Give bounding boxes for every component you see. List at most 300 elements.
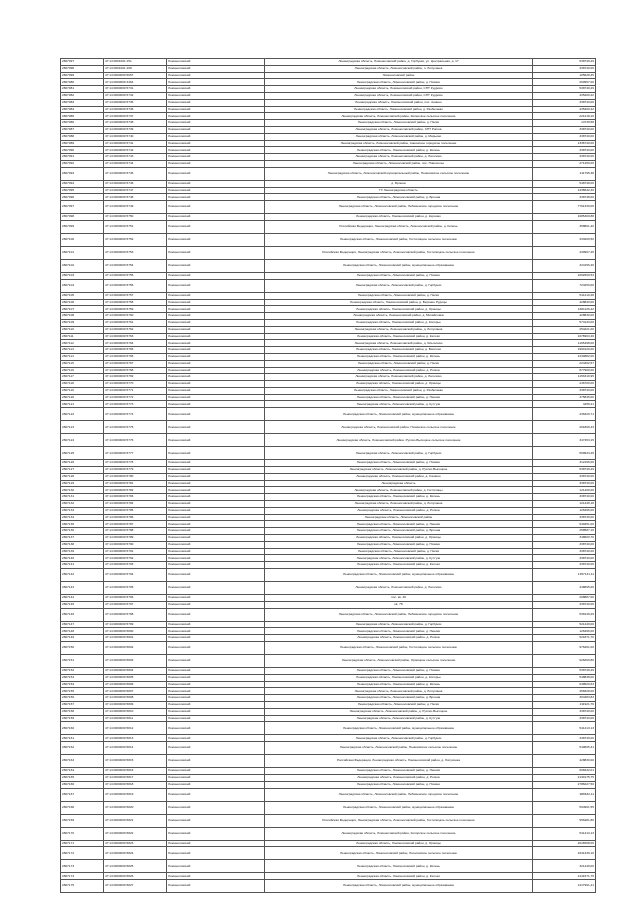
row-number-cell: 2807105 — [61, 292, 104, 299]
row-number-cell: 2807132 — [61, 501, 104, 508]
row-number-cell: 2807153 — [61, 674, 104, 681]
district-cell: Ломоносовский — [167, 655, 265, 668]
district-cell: Ломоносовский — [167, 555, 265, 562]
district-cell: Ломоносовский — [167, 742, 265, 755]
value-cell: 347453,15 — [533, 434, 596, 447]
district-cell: Ломоносовский — [167, 113, 265, 120]
table-row — [61, 873, 596, 880]
table-row — [61, 99, 596, 106]
cadastral-number-cell: 47:14:0000000:5782 — [104, 487, 167, 494]
table-row — [61, 681, 596, 688]
value-cell: 521449,00 — [533, 621, 596, 628]
table-row — [61, 521, 596, 528]
district-cell: Ломоносовский — [167, 487, 265, 494]
value-cell: 324156,40 — [533, 259, 596, 272]
value-cell: 1631339,10 — [533, 847, 596, 860]
value-cell: 338748,00 — [533, 194, 596, 201]
value-cell: 1357131,11 — [533, 569, 596, 582]
table-row — [61, 154, 596, 161]
address-cell: Ленинградская область, Ломоносовский район, д. Верхние Рудицы — [265, 299, 533, 306]
row-number-cell: 2807134 — [61, 514, 104, 521]
cadastral-number-cell: 47:14:0000000:5738 — [104, 120, 167, 127]
table-row — [61, 715, 596, 722]
district-cell: Ломоносовский — [167, 708, 265, 715]
address-cell: Ленинградская область, Ломоносовский район, д. Кипень — [265, 147, 533, 154]
table-row — [61, 548, 596, 555]
value-cell: 509933,25 — [533, 447, 596, 460]
table-row — [61, 847, 596, 860]
address-cell: Ленинградская область, Ломоносовский район, Лебяженское городское поселение — [265, 608, 533, 621]
table-row — [61, 65, 596, 72]
row-number-cell: 2807135 — [61, 521, 104, 528]
cadastral-number-cell: 47:14:0000000:3464 — [104, 79, 167, 86]
value-cell: 698432,01 — [533, 768, 596, 775]
row-number-cell: 2807152 — [61, 668, 104, 675]
address-cell: Ленинградская область, Ломоносовский район, Лебяженское городское поселение — [265, 201, 533, 214]
row-number-cell: 2807097 — [61, 59, 104, 66]
district-cell: Ломоносовский — [167, 340, 265, 347]
row-number-cell: 2807098 — [61, 214, 104, 221]
district-cell: Ломоносовский — [167, 521, 265, 528]
cadastral-number-cell: 47:14:0000000:5752 — [104, 233, 167, 246]
table-row — [61, 814, 596, 827]
table-row — [61, 246, 596, 259]
row-number-cell: 2807085 — [61, 113, 104, 120]
row-number-cell: 2807125 — [61, 447, 104, 460]
table-row — [61, 220, 596, 233]
row-number-cell: 2807111 — [61, 333, 104, 340]
address-cell: Ленинградская область, Ломоносовский район, муниципальное образование — [265, 801, 533, 814]
value-cell: 540605,31 — [533, 742, 596, 755]
address-cell: Ленинградская область, Ломоносовский район, пос. Аннино — [265, 99, 533, 106]
table-row — [61, 467, 596, 474]
district-cell: Ломоносовский — [167, 628, 265, 635]
row-number-cell: 2807093 — [61, 167, 104, 180]
cadastral-number-cell: 47:14:0000000:5739 — [104, 126, 167, 133]
address-cell: Ленинградская область, Ломоносовский район, д. Лопухинка — [265, 501, 533, 508]
address-cell: Ленинградская область, Ломоносовский район, п. Лопухинка — [265, 65, 533, 72]
row-number-cell: 2807142 — [61, 569, 104, 582]
table-row — [61, 140, 596, 147]
table-row — [61, 92, 596, 99]
address-cell: Ленинградская область, Ломоносовский район, д. Пески — [265, 120, 533, 127]
address-cell: Ленинградская область, Ломоносовский район, Копорское сельское поселение — [265, 827, 533, 840]
cadastral-number-cell: 47:14:0000000:5813 — [104, 735, 167, 742]
district-cell: Ломоносовский — [167, 259, 265, 272]
address-cell: Ленинградская область, Ломоносовский район, д. Ропша — [265, 367, 533, 374]
address-cell: Ленинградская область, Ломоносовский район, д. Сашино — [265, 473, 533, 480]
cadastral-number-cell: 47:14:0000000:5753 — [104, 246, 167, 259]
cadastral-number-cell: 47:14:0000000:5803 — [104, 655, 167, 668]
address-cell: Ленинградская область, Ломоносовский район, д. Бронна — [265, 194, 533, 201]
row-number-cell: 2807158 — [61, 708, 104, 715]
address-cell: д. Бронна — [265, 180, 533, 187]
value-cell: 126496,00 — [533, 507, 596, 514]
table-row — [61, 421, 596, 434]
row-number-cell: 2807104 — [61, 279, 104, 292]
district-cell: Ломоносовский — [167, 147, 265, 154]
row-number-cell: 2807168 — [61, 801, 104, 814]
address-cell: Ленинградская область, Ломоносовский район, Аннинское городское поселение — [265, 140, 533, 147]
row-number-cell: 2807131 — [61, 494, 104, 501]
row-number-cell: 2807103 — [61, 272, 104, 279]
district-cell: Ломоносовский — [167, 194, 265, 201]
row-number-cell: 2807151 — [61, 655, 104, 668]
district-cell: Ломоносовский — [167, 695, 265, 702]
cadastral-number-cell: 47:14:0000000:5761 — [104, 319, 167, 326]
district-cell: Ломоносовский — [167, 167, 265, 180]
district-cell: Ломоносовский — [167, 774, 265, 781]
district-cell: Ломоносовский — [167, 781, 265, 788]
value-cell: 338740,00 — [533, 473, 596, 480]
district-cell: Ломоносовский — [167, 507, 265, 514]
value-cell: 976461,00 — [533, 642, 596, 655]
table-row — [61, 434, 596, 447]
address-cell: Ленинградская область, Ломоносовский район, д. Низино — [265, 668, 533, 675]
address-cell: Ленинградская область, Ломоносовский район, Русско-Высоцкое сельское поселение — [265, 434, 533, 447]
cadastral-number-cell: 47:14:0000000:5742 — [104, 147, 167, 154]
table-row — [61, 460, 596, 467]
row-number-cell: 2807160 — [61, 722, 104, 735]
cadastral-number-cell: 47:14:0000000:5812 — [104, 722, 167, 735]
value-cell: 1441671,75 — [533, 873, 596, 880]
value-cell: 428830,00 — [533, 755, 596, 768]
table-row — [61, 79, 596, 86]
row-number-cell: 2807087 — [61, 126, 104, 133]
data-table — [60, 58, 596, 893]
address-cell: пос. кв. 49 — [265, 595, 533, 602]
row-number-cell: 2807092 — [61, 160, 104, 167]
row-number-cell: 2807116 — [61, 367, 104, 374]
address-cell: Ленинградская область, Ломоносовский район, д. Келози — [265, 873, 533, 880]
cadastral-number-cell: 47:14:0000000:5797 — [104, 601, 167, 608]
district-cell: Ломоносовский — [167, 642, 265, 655]
address-cell: Ленинградская область, Ломоносовский район, Лаголовское сельское поселение — [265, 847, 533, 860]
address-cell: Ленинградская область — [265, 480, 533, 487]
cadastral-number-cell: 47:14:0000000:5778 — [104, 460, 167, 467]
table-row — [61, 702, 596, 709]
cadastral-number-cell: 47:14:0000000:5762 — [104, 326, 167, 333]
district-cell: Ломоносовский — [167, 421, 265, 434]
address-cell: Ленинградская область, Ломоносовский район, д. Копорье — [265, 674, 533, 681]
address-cell: Ленинградская область, Ломоносовский район, д. Гостилицы — [265, 487, 533, 494]
value-cell: 2786027,50 — [533, 781, 596, 788]
table-row — [61, 120, 596, 127]
address-cell: Ленинградская область, Ломоносовский район, д. Лаголово — [265, 374, 533, 381]
address-cell: Ленинградская область, Ломоносовский район, д. Оржицы — [265, 535, 533, 542]
value-cell: 338740,00 — [533, 126, 596, 133]
row-number-cell: 2807140 — [61, 555, 104, 562]
cadastral-number-cell: 47:14:0000000:5744 — [104, 160, 167, 167]
value-cell: 375836,00 — [533, 394, 596, 401]
table-row — [61, 279, 596, 292]
value-cell: 338740,00 — [533, 555, 596, 562]
district-cell: Ломоносовский — [167, 514, 265, 521]
row-number-cell: 2807171 — [61, 840, 104, 847]
table-body — [61, 59, 596, 893]
address-cell: Ленинградская область, Ломоносовский район, д. Копорье — [265, 319, 533, 326]
cadastral-number-cell: 47:14:0000000:5800 — [104, 628, 167, 635]
value-cell: 574133,00 — [533, 319, 596, 326]
row-number-cell: 2807095 — [61, 187, 104, 194]
value-cell: 1002600,54 — [533, 272, 596, 279]
table-row — [61, 313, 596, 320]
district-cell: Ломоносовский — [167, 347, 265, 354]
address-cell: Ленинградская область, Ломоносовский район, д. Кипень — [265, 494, 533, 501]
cadastral-number-cell: 47:14:0000000:5821 — [104, 814, 167, 827]
value-cell: 261809,43 — [533, 421, 596, 434]
cadastral-number-cell: 47:14:0000000:5764 — [104, 340, 167, 347]
address-cell: ГУ Ленинградская область — [265, 187, 533, 194]
row-number-cell: 2807112 — [61, 340, 104, 347]
cadastral-number-cell: 47:14:0000000:5758 — [104, 299, 167, 306]
cadastral-number-cell: 47:14:0000000:5801 — [104, 635, 167, 642]
district-cell: Ломоносовский — [167, 562, 265, 569]
row-number-cell: 2807163 — [61, 755, 104, 768]
value-cell: 338740,00 — [533, 154, 596, 161]
address-cell: Ленинградская область, Ломоносовский район, д. Келози — [265, 562, 533, 569]
cadastral-number-cell: 47:14:0000000:5794 — [104, 569, 167, 582]
cadastral-number-cell: 47:14:0000000:5788 — [104, 528, 167, 535]
district-cell: Ломоносовский — [167, 120, 265, 127]
address-cell: Ленинградская область, Ломоносовский район, Низинское сельское поселение — [265, 421, 533, 434]
district-cell: Ломоносовский — [167, 801, 265, 814]
row-number-cell: 2807120 — [61, 394, 104, 401]
table-row — [61, 306, 596, 313]
row-number-cell: 2807128 — [61, 473, 104, 480]
cadastral-number-cell: 47:14:0000000:5792 — [104, 555, 167, 562]
address-cell: Ленинградская область, Ломоносовский район, д. Куттузи — [265, 715, 533, 722]
value-cell: 246700,00 — [533, 381, 596, 388]
district-cell: Ломоносовский — [167, 160, 265, 167]
table-row — [61, 259, 596, 272]
table-row — [61, 326, 596, 333]
table-row — [61, 374, 596, 381]
address-cell: Ленинградская область, Ломоносовский район, д. Куттузи — [265, 555, 533, 562]
district-cell: Ломоносовский — [167, 394, 265, 401]
address-cell: Ленинградская область, Ломоносовский район, д. Разбегаево — [265, 106, 533, 113]
row-number-cell: 2807123 — [61, 421, 104, 434]
district-cell: Ломоносовский — [167, 668, 265, 675]
cadastral-number-cell: 47:14:0000000:5819 — [104, 788, 167, 801]
value-cell: 121400,00 — [533, 487, 596, 494]
district-cell: Ломоносовский — [167, 333, 265, 340]
cadastral-number-cell: 47:14:0000000:5814 — [104, 742, 167, 755]
document-page — [60, 58, 594, 893]
cadastral-number-cell: 47:14:0000000:5760 — [104, 313, 167, 320]
cadastral-number-cell: 47:14:0000000:5809 — [104, 702, 167, 709]
table-row — [61, 447, 596, 460]
district-cell: Ломоносовский — [167, 827, 265, 840]
row-number-cell: 2807159 — [61, 715, 104, 722]
table-row — [61, 319, 596, 326]
address-cell: Ленинградская область, Ломоносовский район, муниципальное образование — [265, 722, 533, 735]
value-cell: 14730,58 — [533, 120, 596, 127]
address-cell: Российская Федерация, Ленинградская область, Ломоносовский район, д. Кипень — [265, 220, 533, 233]
cadastral-number-cell: 47:14:0000000:5772 — [104, 394, 167, 401]
district-cell: Ломоносовский — [167, 306, 265, 313]
value-cell: 549451,00 — [533, 521, 596, 528]
cadastral-number-cell: 47:14:0000000:5804 — [104, 668, 167, 675]
value-cell: 877900,00 — [533, 367, 596, 374]
row-number-cell: 2807084 — [61, 106, 104, 113]
district-cell: Ломоносовский — [167, 401, 265, 408]
row-number-cell: 2807129 — [61, 480, 104, 487]
cadastral-number-cell: 47:14:0000000:5749 — [104, 201, 167, 214]
row-number-cell: 2807100 — [61, 233, 104, 246]
value-cell: 358801,42 — [533, 220, 596, 233]
address-cell: Ленинградская область, Ломоносовский район, д. Русско-Высоцкое — [265, 708, 533, 715]
district-cell: Ломоносовский — [167, 65, 265, 72]
address-cell: Ленинградская область, Ломоносовский район, д. Виллози — [265, 347, 533, 354]
cadastral-number-cell: 47:14:0000000:5785 — [104, 507, 167, 514]
value-cell: 260957,00 — [533, 79, 596, 86]
district-cell: Ломоносовский — [167, 608, 265, 621]
value-cell: 338740,00 — [533, 548, 596, 555]
district-cell: Ломоносовский — [167, 133, 265, 140]
value-cell: 7761330,00 — [533, 201, 596, 214]
row-number-cell: 2807138 — [61, 541, 104, 548]
district-cell: Ломоносовский — [167, 722, 265, 735]
table-row — [61, 394, 596, 401]
table-row — [61, 735, 596, 742]
row-number-cell: 2807107 — [61, 306, 104, 313]
address-cell: Ленинградская область, Ломоносовский район, д. Келози — [265, 333, 533, 340]
cadastral-number-cell: 47:14:0000000:5763 — [104, 333, 167, 340]
cadastral-number-cell: 47:14:0000000:5793 — [104, 562, 167, 569]
table-row — [61, 774, 596, 781]
cadastral-number-cell: 47:14:0000000:5775 — [104, 421, 167, 434]
cadastral-number-cell: 47:14:0000000:5747 — [104, 187, 167, 194]
value-cell: 4458,41 — [533, 401, 596, 408]
row-number-cell: 2807156 — [61, 695, 104, 702]
table-row — [61, 535, 596, 542]
value-cell: 126496,00 — [533, 628, 596, 635]
table-row — [61, 562, 596, 569]
value-cell: 338740,00 — [533, 147, 596, 154]
address-cell: Ленинградская область, Ломоносовский район, д. Горбунки, ул. Центральная, д. 17 — [265, 59, 533, 66]
address-cell: Ленинградская область, Ломоносовский район, д. Лопухинка — [265, 688, 533, 695]
cadastral-number-cell: 47:14:0000000:5784 — [104, 501, 167, 508]
cadastral-number-cell: 47:14:0000000:5765 — [104, 347, 167, 354]
value-cell: 338740,00 — [533, 601, 596, 608]
cadastral-number-cell: 47:14:0000000:5820 — [104, 801, 167, 814]
cadastral-number-cell: 47:14:0601001:151 — [104, 59, 167, 66]
value-cell: 348600,76 — [533, 535, 596, 542]
row-number-cell: 2807089 — [61, 140, 104, 147]
district-cell: Ломоносовский — [167, 847, 265, 860]
cadastral-number-cell: 47:14:0000000:5737 — [104, 113, 167, 120]
cadastral-number-cell: 47:14:0000000:5755 — [104, 272, 167, 279]
address-cell: Ленинградская область, Ломоносовский район, д. Куттузи — [265, 401, 533, 408]
cadastral-number-cell: 47:14:0000000:5767 — [104, 360, 167, 367]
cadastral-number-cell: 47:14:0000000:5799 — [104, 621, 167, 628]
row-number-cell: 2807115 — [61, 360, 104, 367]
table-row — [61, 194, 596, 201]
table-row — [61, 755, 596, 768]
district-cell: Ломоносовский — [167, 582, 265, 595]
value-cell: 271450,00 — [533, 160, 596, 167]
table-row — [61, 201, 596, 214]
district-cell: Ломоносовский — [167, 635, 265, 642]
table-row — [61, 608, 596, 621]
district-cell: Ломоносовский — [167, 788, 265, 801]
value-cell: 1661126,42 — [533, 306, 596, 313]
address-cell: Ленинградская область, Ломоносовский район, д. Лаголово — [265, 582, 533, 595]
district-cell: Ломоносовский — [167, 674, 265, 681]
row-number-cell: 2807130 — [61, 487, 104, 494]
table-row — [61, 167, 596, 180]
row-number-cell: 2807155 — [61, 688, 104, 695]
cadastral-number-cell: 47:14:0000000:5790 — [104, 541, 167, 548]
table-row — [61, 635, 596, 642]
value-cell: 538749,29 — [533, 467, 596, 474]
table-row — [61, 86, 596, 93]
value-cell: 548748,00 — [533, 180, 596, 187]
table-row — [61, 695, 596, 702]
table-row — [61, 674, 596, 681]
row-number-cell: 2807126 — [61, 460, 104, 467]
table-row — [61, 187, 596, 194]
cadastral-number-cell: 47:14:0000000:5827 — [104, 880, 167, 893]
district-cell: Ломоносовский — [167, 688, 265, 695]
address-cell: Ленинградская область, Ломоносовский район, д. Пеники — [265, 768, 533, 775]
cadastral-number-cell: 47:14:0000000:5774 — [104, 408, 167, 421]
row-number-cell: 2807096 — [61, 194, 104, 201]
district-cell: Ломоносовский — [167, 715, 265, 722]
address-cell: Ленинградская область, Ломоносовский район, д. Горбунки — [265, 621, 533, 628]
table-row — [61, 569, 596, 582]
cadastral-number-cell: 47:14:0000000:5657 — [104, 72, 167, 79]
row-number-cell: 2807165 — [61, 774, 104, 781]
value-cell: 548838,00 — [533, 674, 596, 681]
value-cell: 724250,00 — [533, 279, 596, 292]
cadastral-number-cell: 47:14:0000000:5805 — [104, 674, 167, 681]
table-row — [61, 299, 596, 306]
row-number-cell: 2807119 — [61, 387, 104, 394]
table-row — [61, 292, 596, 299]
district-cell: Ломоносовский — [167, 814, 265, 827]
address-cell: Ленинградская область, Ломоносовский район, д. Кипень — [265, 860, 533, 873]
row-number-cell: 2807143 — [61, 582, 104, 595]
value-cell: 338740,00 — [533, 133, 596, 140]
value-cell: 121449,18 — [533, 501, 596, 508]
table-row — [61, 688, 596, 695]
table-row — [61, 360, 596, 367]
table-row — [61, 668, 596, 675]
table-row — [61, 601, 596, 608]
address-cell: Ленинградская область, Ломоносовский район, муниципальное образование — [265, 569, 533, 582]
table-row — [61, 106, 596, 113]
cadastral-number-cell: 47:14:0000000:5781 — [104, 480, 167, 487]
value-cell: 594961,55 — [533, 801, 596, 814]
district-cell: Ломоносовский — [167, 326, 265, 333]
value-cell: 541413,13 — [533, 722, 596, 735]
table-row — [61, 781, 596, 788]
value-cell: 338740,00 — [533, 735, 596, 742]
district-cell: Ломоносовский — [167, 106, 265, 113]
table-row — [61, 272, 596, 279]
cadastral-number-cell: 47:14:0000000:5736 — [104, 106, 167, 113]
address-cell: Ленинградская область, Ломоносовский район, Лебяженское городское поселение — [265, 788, 533, 801]
address-cell: Ленинградская область, Ломоносовский район, Гостилицкое сельское поселение — [265, 233, 533, 246]
row-number-cell: 2807108 — [61, 313, 104, 320]
district-cell: Ломоносовский — [167, 873, 265, 880]
district-cell: Ломоносовский — [167, 86, 265, 93]
row-number-cell: 2807113 — [61, 347, 104, 354]
table-row — [61, 860, 596, 873]
district-cell: Ломоносовский — [167, 246, 265, 259]
